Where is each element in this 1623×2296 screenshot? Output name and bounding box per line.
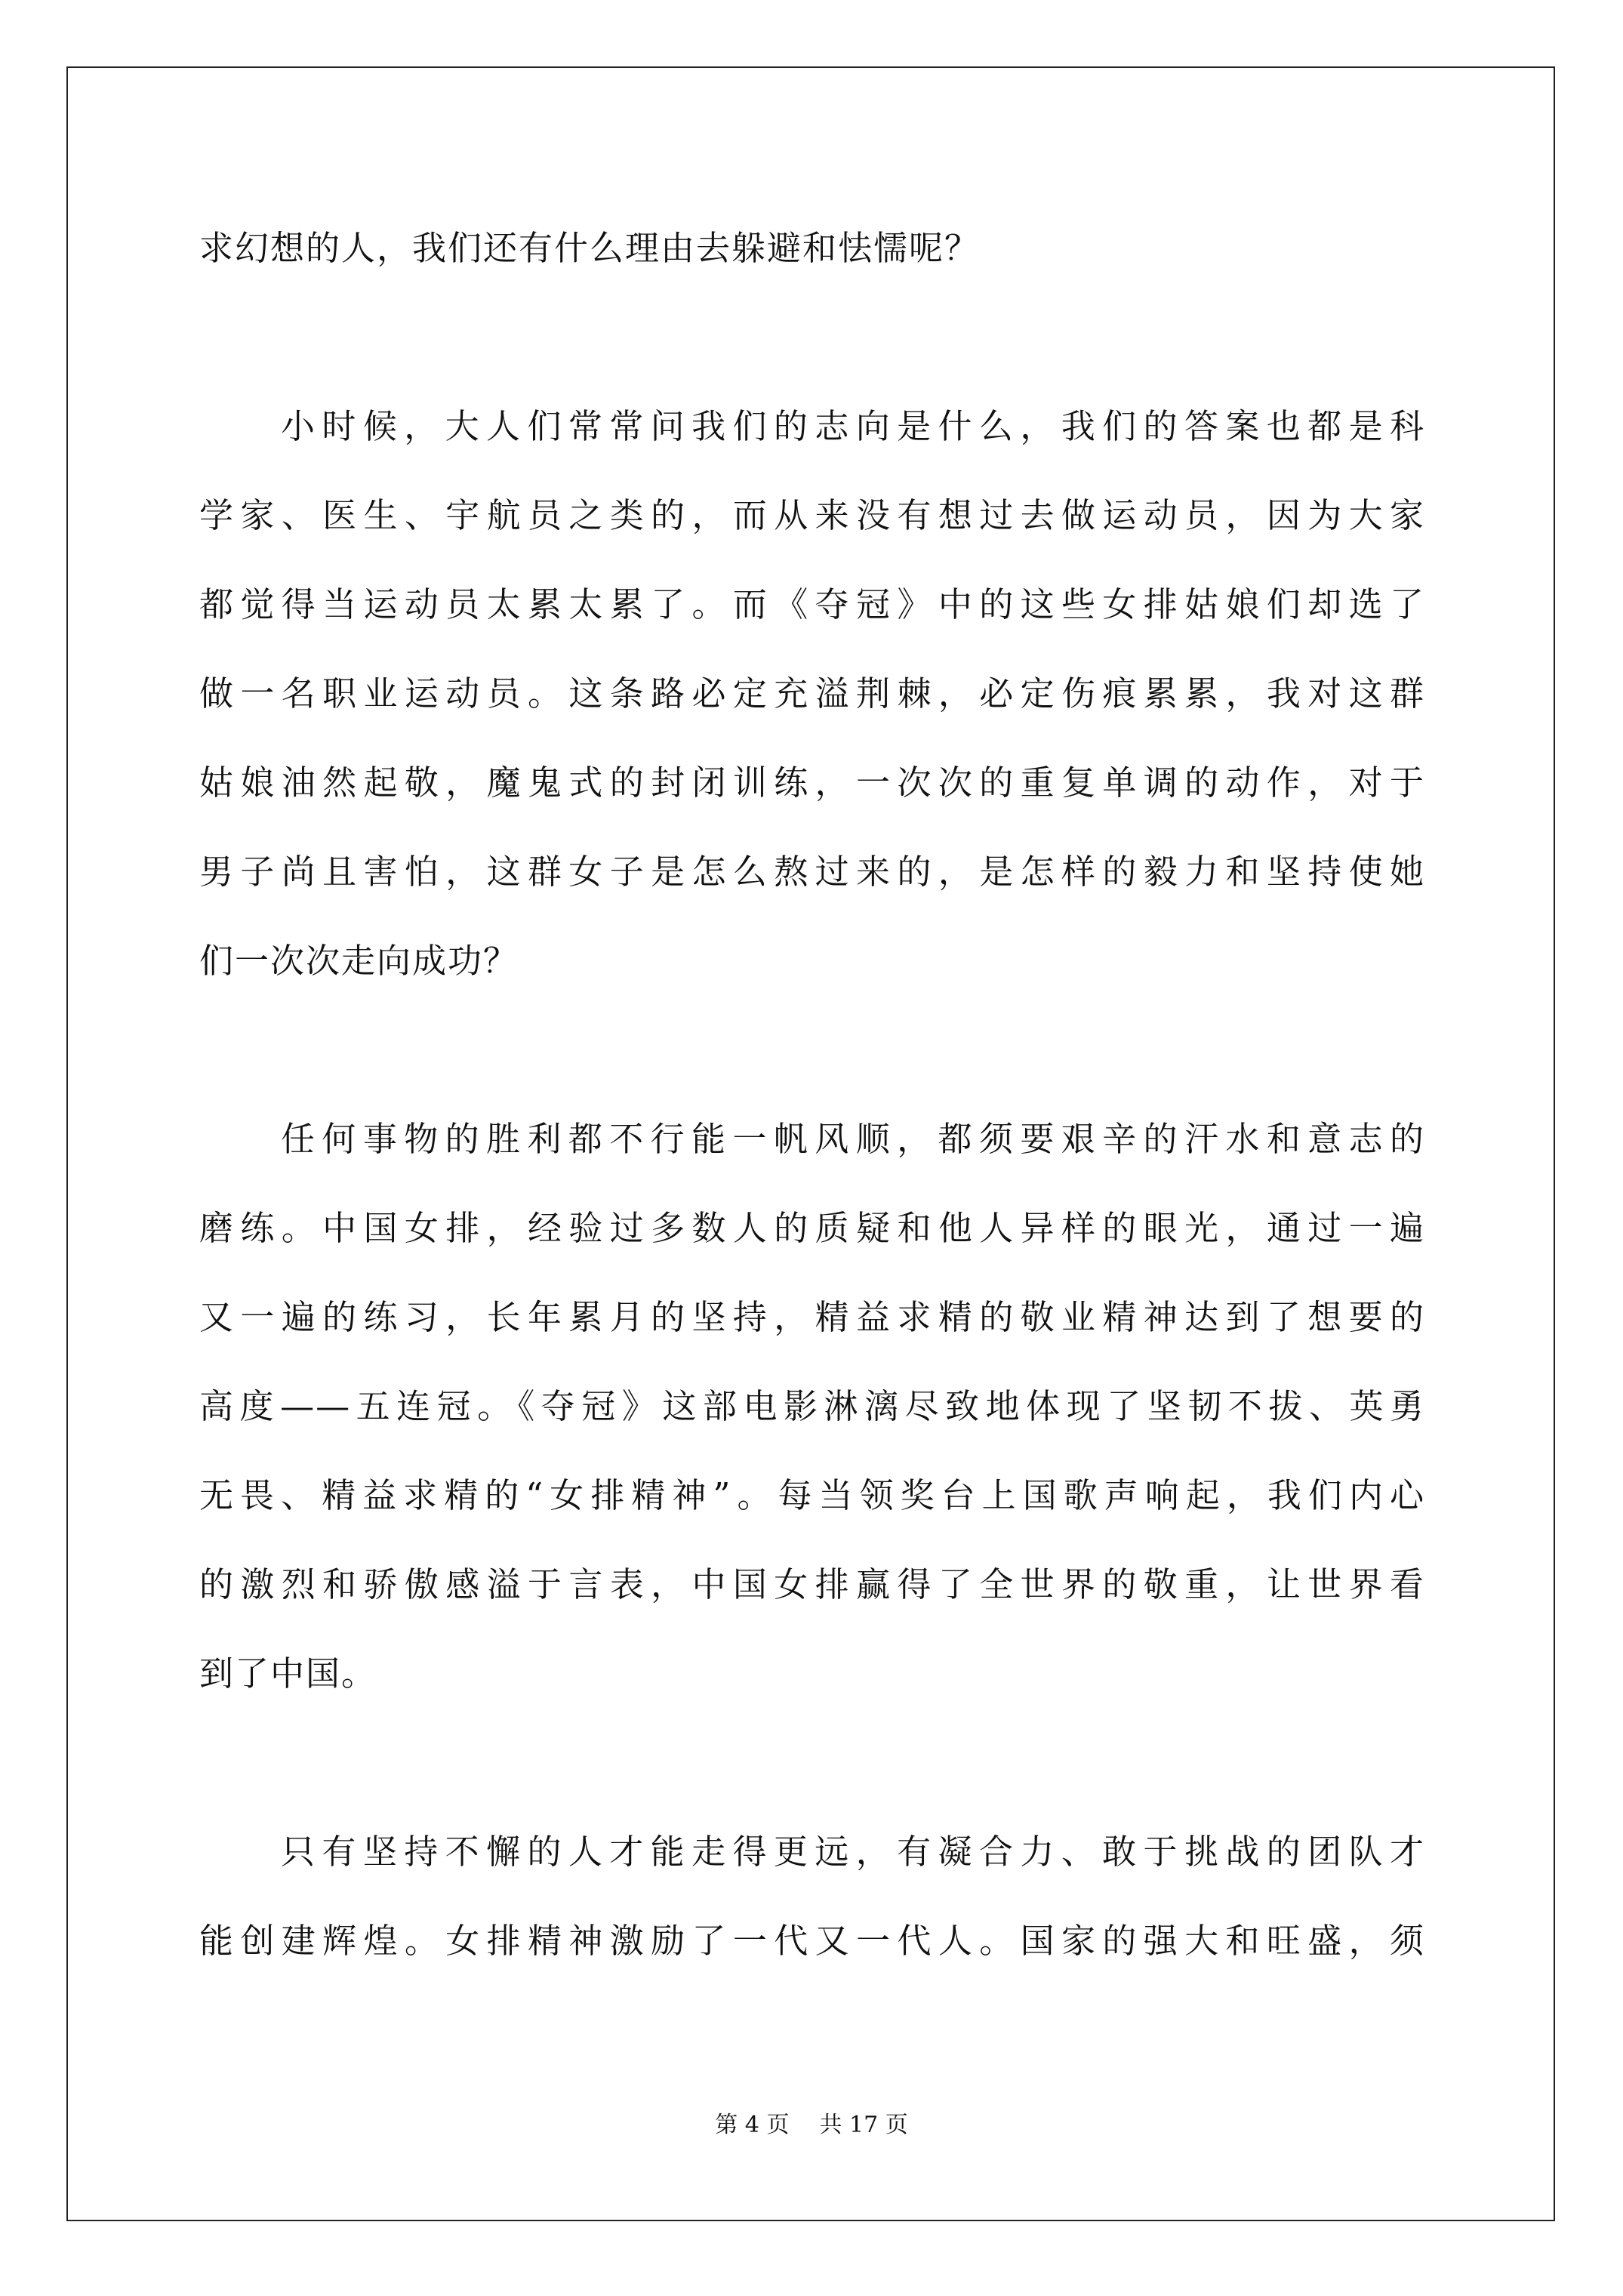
text-line: 都觉得当运动员太累太累了。而《夺冠》中的这些女排姑娘们却选了 xyxy=(199,584,1425,624)
text-line: 到了中国。 xyxy=(199,1653,377,1693)
text-line: 的激烈和骄傲感溢于言表，中国女排赢得了全世界的敬重，让世界看 xyxy=(199,1564,1425,1604)
text-line: 学家、医生、宇航员之类的，而从来没有想过去做运动员，因为大家 xyxy=(199,495,1425,535)
text-line: 做一名职业运动员。这条路必定充溢荆棘，必定伤痕累累，我对这群 xyxy=(199,673,1425,713)
text-line: 又一遍的练习，长年累月的坚持，精益求精的敬业精神达到了想要的 xyxy=(199,1297,1425,1337)
text-line: 高度——五连冠。《夺冠》这部电影淋漓尽致地体现了坚韧不拔、英勇 xyxy=(199,1386,1425,1426)
text-line: 无畏、精益求精的“女排精神”。每当领奖台上国歌声响起，我们内心 xyxy=(199,1475,1425,1515)
page-total: 共 17 页 xyxy=(819,2112,908,2138)
text-line: 只有坚持不懈的人才能走得更远，有凝合力、敢于挑战的团队才 xyxy=(281,1832,1425,1872)
text-line: 磨练。中国女排，经验过多数人的质疑和他人异样的眼光，通过一遍 xyxy=(199,1208,1425,1248)
document-body xyxy=(199,204,1425,1986)
text-line: 姑娘油然起敬，魔鬼式的封闭训练，一次次的重复单调的动作，对于 xyxy=(199,763,1425,803)
page-number: 第 4 页 xyxy=(715,2112,790,2138)
page-footer xyxy=(0,2110,1623,2140)
text-line: 们一次次走向成功？ xyxy=(199,941,519,981)
text-line: 小时候，大人们常常问我们的志向是什么，我们的答案也都是科 xyxy=(281,406,1425,446)
text-line: 求幻想的人，我们还有什么理由去躲避和怯懦呢？ xyxy=(199,228,981,268)
text-line: 能创建辉煌。女排精神激励了一代又一代人。国家的强大和旺盛，须 xyxy=(199,1921,1425,1961)
text-line: 男子尚且害怕，这群女子是怎么熬过来的，是怎样的毅力和坚持使她 xyxy=(199,852,1425,892)
text-line: 任何事物的胜利都不行能一帆风顺，都须要艰辛的汗水和意志的 xyxy=(281,1119,1425,1159)
